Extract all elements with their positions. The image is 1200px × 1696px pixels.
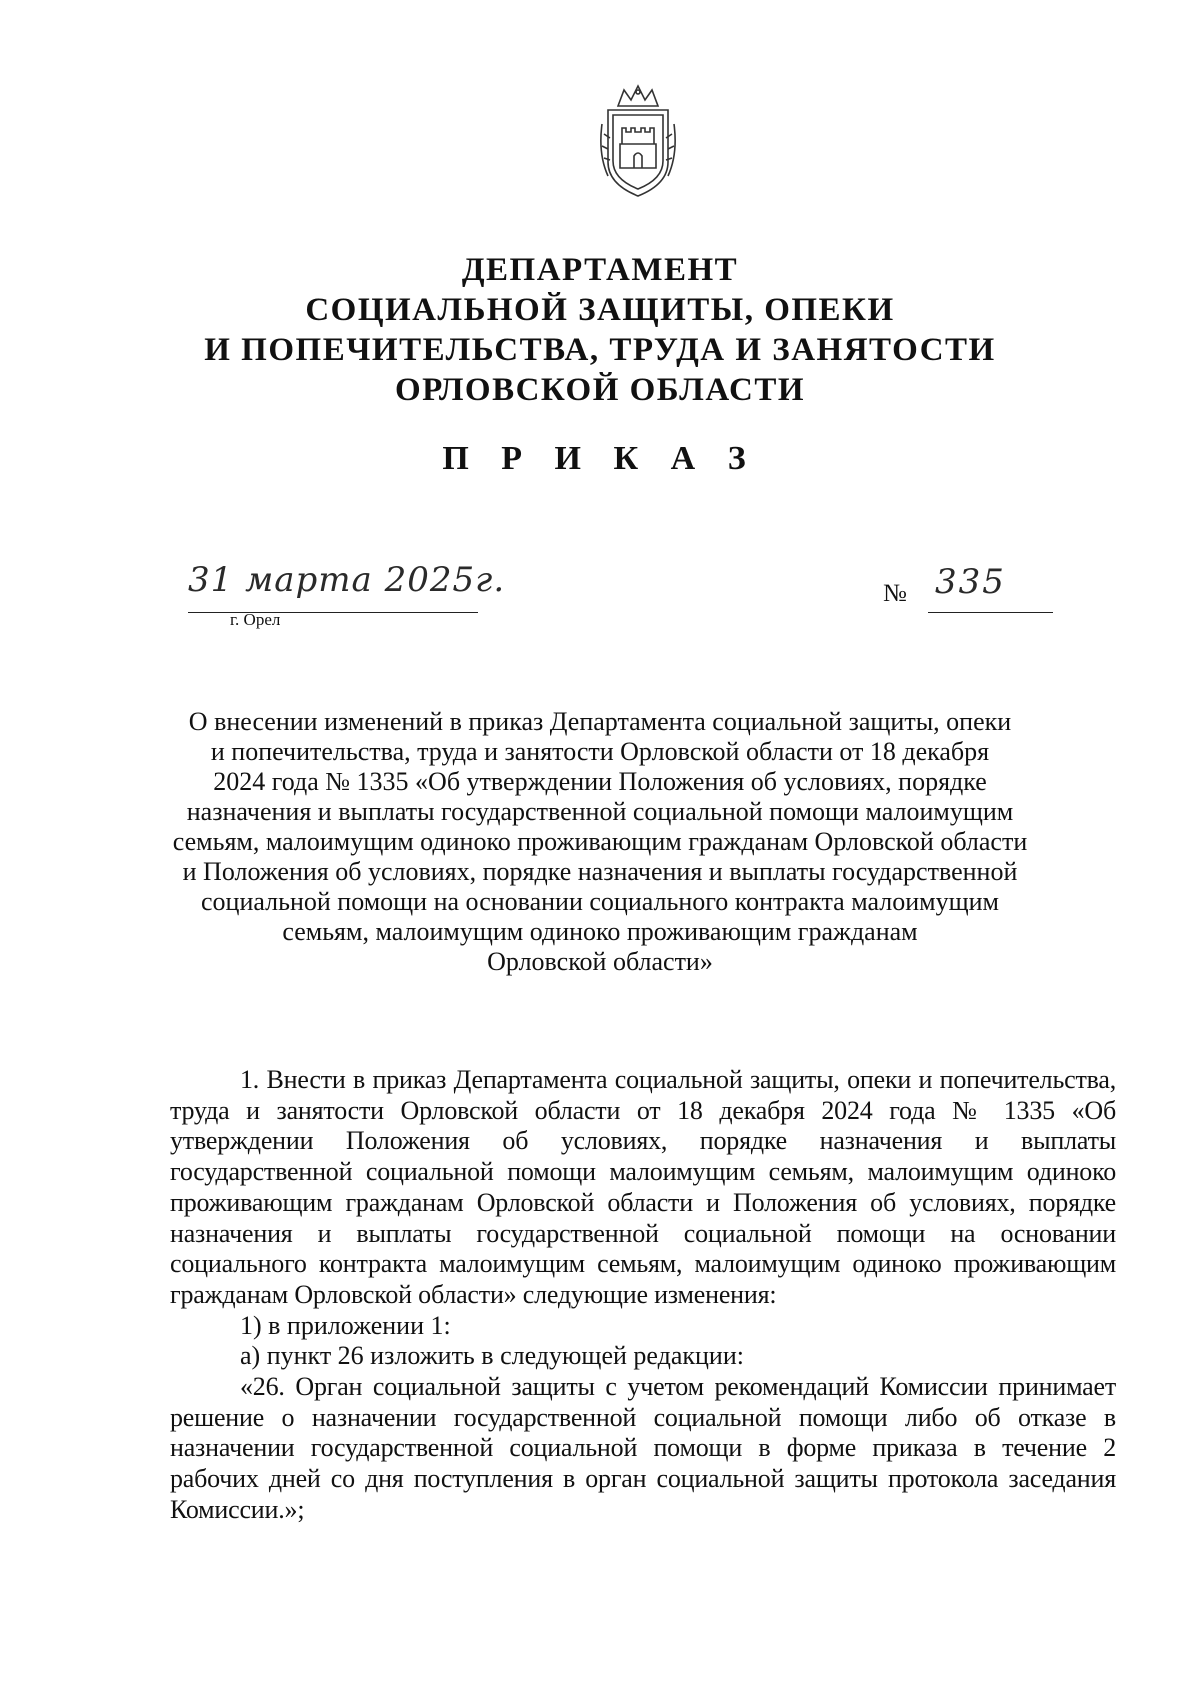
dept-line: ОРЛОВСКОЙ ОБЛАСТИ [394,372,806,408]
subject-line: и Положения об условиях, порядке назначения и выплаты государственной [182,857,1018,886]
dept-line: ДЕПАРТАМЕНТ [461,252,739,288]
subject-line: семьям, малоимущим одиноко проживающим гражданам [282,917,918,946]
subject-line: социальной помощи на основании социального контракта малоимущим [200,887,999,916]
subject-line: семьям, малоимущим одиноко проживающим гражданам Орловской области [172,827,1028,856]
subject-line: Орловской области» [487,947,713,976]
orel-region-coat-of-arms-icon [596,84,680,202]
subject-line: и попечительства, труда и занятости Орловской области от 18 декабря [210,737,990,766]
body-paragraph-2: 1) в приложении 1: [240,1310,451,1340]
dept-line: СОЦИАЛЬНОЙ ЗАЩИТЫ, ОПЕКИ [305,292,895,328]
number-sign: № [883,580,907,607]
department-name [150,250,1050,410]
body-paragraph-4: «26. Орган социальной защиты с учетом рекомендаций Комиссии принимает решение о назначении государственной социальной помощи либо об отказе в назначении государственной социальной помощи в форме приказа в течение 2 рабочих дней со дня поступления в орган социальной защиты протокола заседания Комиссии.»; [170,1372,1116,1524]
handwritten-number: 335 [935,562,1006,602]
handwritten-date: 31 марта 2025г. [188,560,506,600]
order-body [170,1065,1116,1526]
order-subject [150,707,1050,977]
body-paragraph-3: а) пункт 26 изложить в следующей редакции: [240,1341,744,1371]
document-type-title: П Р И К А З [442,440,758,477]
subject-line: О внесении изменений в приказ Департамента социальной защиты, опеки [188,707,1012,736]
dept-line: И ПОПЕЧИТЕЛЬСТВА, ТРУДА И ЗАНЯТОСТИ [204,332,996,368]
subject-line: 2024 года № 1335 «Об утверждении Положения об условиях, порядке [213,767,987,796]
coat-of-arms-emblem [596,84,680,202]
date-block [160,560,506,630]
number-underline [928,612,1053,613]
city-label: г. Орел [230,610,281,629]
body-paragraph-1: 1. Внести в приказ Департамента социальной защиты, опеки и попечительства, труда и занятости Орловской области от 18 декабря 2024 года № 1335 «Об утверждении Положения об условиях, порядке назначения и выплаты государственной социальной помощи малоимущим семьям, малоимущим одиноко проживающим гражданам Орловской области и Положения об условиях, порядке назначения и выплаты государственной социальной помощи на основании социального контракта малоимущим семьям, малоимущим одиноко проживающим гражданам Орловской области» следующие изменения: [170,1065,1116,1309]
subject-line: назначения и выплаты государственной социальной помощи малоимущим [186,797,1014,826]
